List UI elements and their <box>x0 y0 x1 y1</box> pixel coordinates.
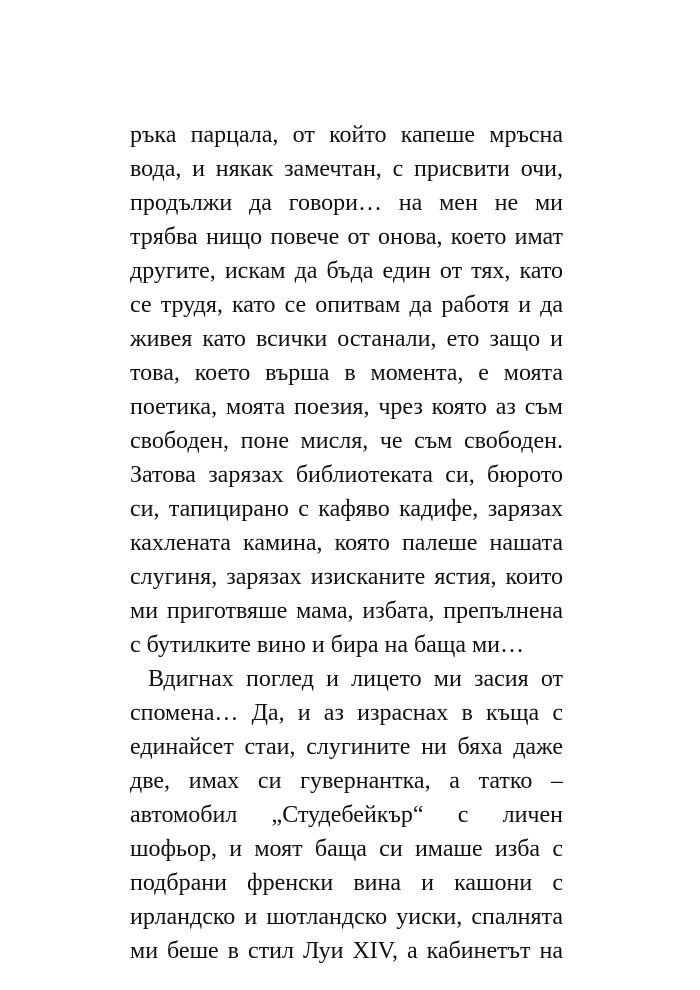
text-line: слугиня, зарязах изисканите ястия, които <box>130 564 563 590</box>
text-line: подбрани френски вина и кашони с <box>130 870 563 896</box>
text-line: шофьор, и моят баща си имаше изба с <box>130 836 563 862</box>
text-line: ми беше в стил Луи XIV, а кабинетът на <box>130 938 563 964</box>
text-line: кахлената камина, която палеше нашата <box>130 530 563 556</box>
text-line: свободен, поне мисля, че съм свободен. <box>130 428 563 454</box>
text-line: трябва нищо повече от онова, което имат <box>130 224 563 250</box>
text-line: ръка парцала, от който капеше мръсна <box>130 122 563 148</box>
text-line: се трудя, като се опитвам да работя и да <box>130 292 563 318</box>
text-line: ирландско и шотландско уиски, спалнята <box>130 904 563 930</box>
text-line: продължи да говори… на мен не ми <box>130 190 563 216</box>
text-line: поетика, моята поезия, чрез която аз съм <box>130 394 563 420</box>
body-text <box>130 118 563 968</box>
text-line: другите, искам да бъда един от тях, като <box>130 258 563 284</box>
text-line: Затова зарязах библиотеката си, бюрото <box>130 462 563 488</box>
text-line: автомобил „Студебейкър“ с личен <box>130 802 563 828</box>
text-line: с бутилките вино и бира на баща ми… <box>130 632 524 658</box>
text-line: си, тапицирано с кафяво кадифе, зарязах <box>130 496 563 522</box>
text-line: живея като всички останали, ето защо и <box>130 326 563 352</box>
text-line: ми приготвяше мама, избата, препълнена <box>130 598 563 624</box>
text-line: Вдигнах поглед и лицето ми засия от <box>148 666 563 692</box>
text-line: това, което върша в момента, е моята <box>130 360 563 386</box>
text-line: спомена… Да, и аз израснах в къща с <box>130 700 563 726</box>
text-line: единайсет стаи, слугините ни бяха даже <box>130 734 563 760</box>
text-line: две, имах си гувернантка, а татко – <box>130 768 563 794</box>
text-line: вода, и някак замечтан, с присвити очи, <box>130 156 563 182</box>
